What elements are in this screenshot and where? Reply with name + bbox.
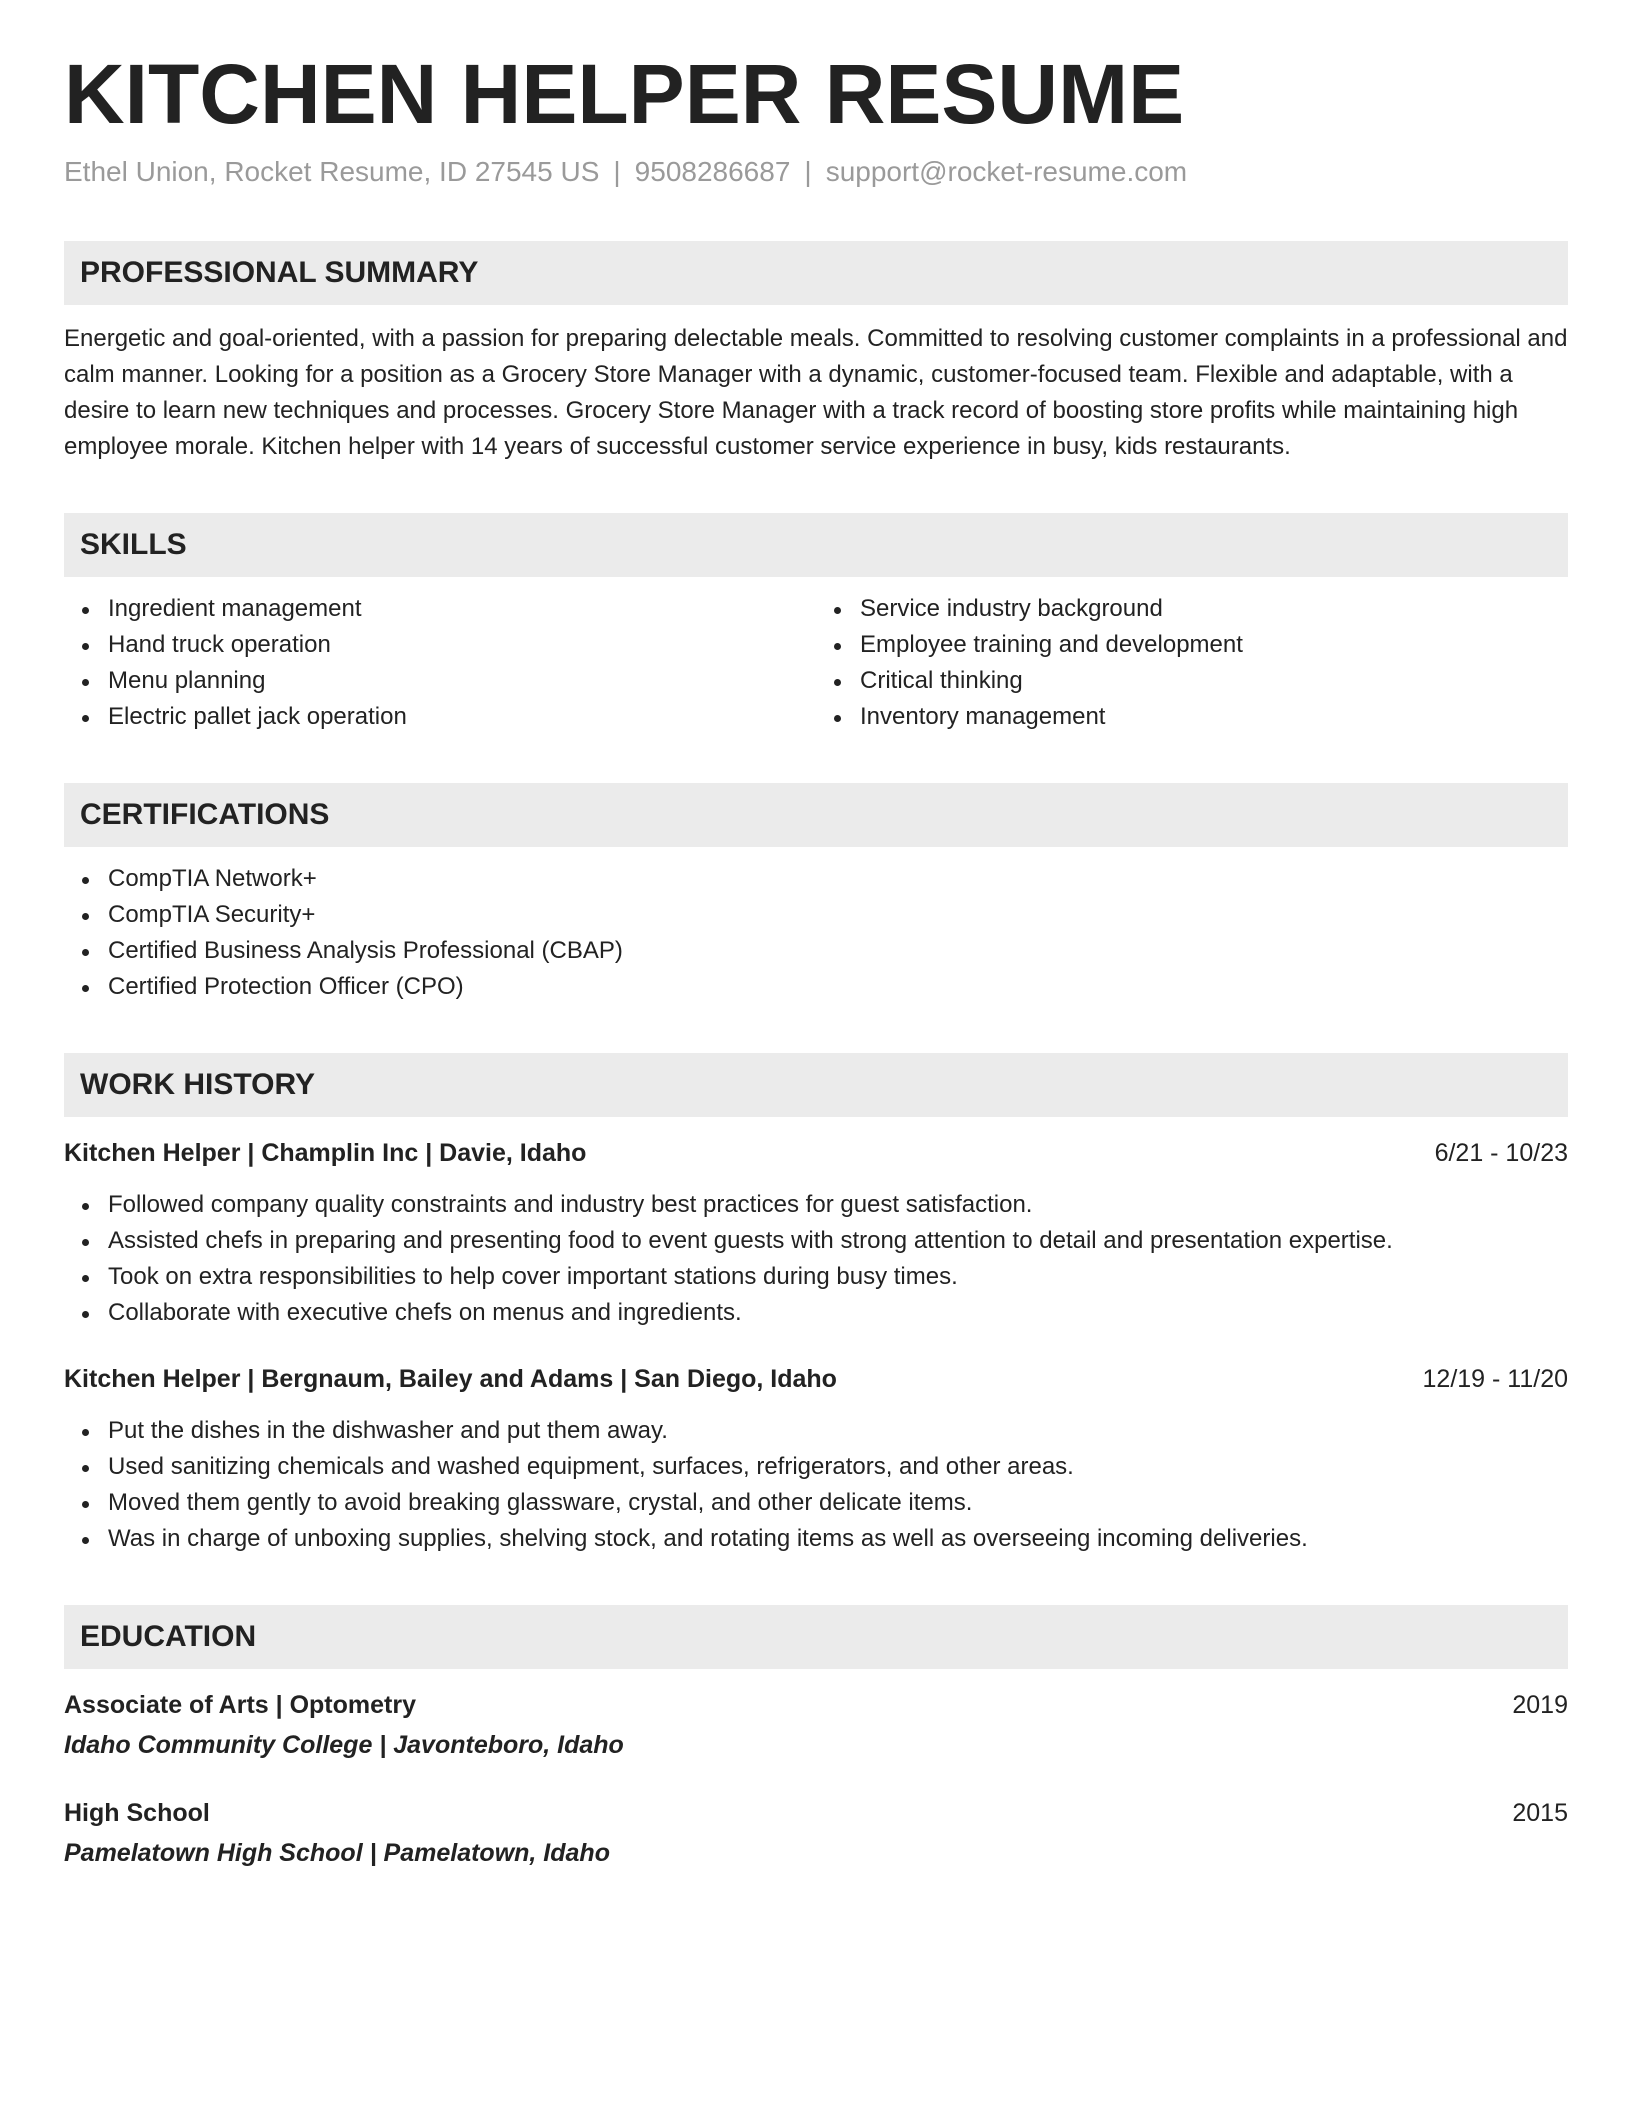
job-duty-item: Assisted chefs in preparing and presenting food to event guests with strong attention to detail and presentation expertise. — [108, 1223, 1568, 1259]
education-entry — [64, 1795, 1568, 1871]
education-entry — [64, 1687, 1568, 1763]
certification-item: CompTIA Security+ — [108, 897, 1568, 933]
education-header — [64, 1795, 1568, 1831]
skill-item: Service industry background — [860, 591, 1568, 627]
job-title: Kitchen Helper | Bergnaum, Bailey and Adams | San Diego, Idaho — [64, 1364, 837, 1393]
contact-phone: 9508286687 — [634, 156, 791, 188]
skill-item: Employee training and development — [860, 627, 1568, 663]
summary-text: Energetic and goal-oriented, with a passion for preparing delectable meals. Committed to resolving customer complaints in a professional and calm manner. Looking for a position as a Grocery Store Manager with a dynamic, customer-focused team. Flexible and adaptable, with a desire to learn new techniques and processes. Grocery Store Manager with a track record of boosting store profits while maintaining high employee morale. Kitchen helper with 14 years of successful customer service experience in busy, kids restaurants. — [64, 324, 1568, 460]
education-year: 2015 — [1512, 1798, 1568, 1827]
skill-item: Ingredient management — [108, 591, 816, 627]
job-title: Kitchen Helper | Champlin Inc | Davie, Idaho — [64, 1138, 587, 1167]
job-entry — [64, 1361, 1568, 1557]
certifications-list — [64, 861, 1568, 1005]
education-year: 2019 — [1512, 1690, 1568, 1719]
resume-title: KITCHEN HELPER RESUME — [64, 47, 1185, 141]
certification-item: CompTIA Network+ — [108, 861, 1568, 897]
education-header — [64, 1687, 1568, 1723]
job-dates: 12/19 - 11/20 — [1422, 1364, 1568, 1393]
section-header-skills: SKILLS — [64, 513, 1568, 577]
section-header-certifications: CERTIFICATIONS — [64, 783, 1568, 847]
contact-line — [64, 154, 1568, 190]
job-entry — [64, 1135, 1568, 1331]
job-duty-item: Put the dishes in the dishwasher and put them away. — [108, 1413, 1568, 1449]
skills-list-left — [64, 591, 816, 735]
job-duty-item: Followed company quality constraints and industry best practices for guest satisfaction. — [108, 1187, 1568, 1223]
job-dates: 6/21 - 10/23 — [1434, 1138, 1568, 1167]
certification-item: Certified Protection Officer (CPO) — [108, 969, 1568, 1005]
job-duty-item: Collaborate with executive chefs on menus and ingredients. — [108, 1295, 1568, 1331]
section-header-education: EDUCATION — [64, 1605, 1568, 1669]
skill-item: Menu planning — [108, 663, 816, 699]
section-header-summary: PROFESSIONAL SUMMARY — [64, 241, 1568, 305]
job-duty-item: Moved them gently to avoid breaking glassware, crystal, and other delicate items. — [108, 1485, 1568, 1521]
job-duty-item: Was in charge of unboxing supplies, shelving stock, and rotating items as well as overseeing incoming deliveries. — [108, 1521, 1568, 1557]
contact-separator: | — [804, 156, 812, 188]
skills-list-right — [816, 591, 1568, 735]
skill-item: Critical thinking — [860, 663, 1568, 699]
contact-address: Ethel Union, Rocket Resume, ID 27545 US — [64, 156, 600, 188]
skill-item: Hand truck operation — [108, 627, 816, 663]
education-school: Pamelatown High School | Pamelatown, Idaho — [64, 1838, 610, 1867]
education-school: Idaho Community College | Javonteboro, Idaho — [64, 1730, 624, 1759]
skill-item: Electric pallet jack operation — [108, 699, 816, 735]
contact-separator: | — [613, 156, 621, 188]
job-duty-item: Used sanitizing chemicals and washed equipment, surfaces, refrigerators, and other areas. — [108, 1449, 1568, 1485]
section-header-work-history: WORK HISTORY — [64, 1053, 1568, 1117]
job-duties-list — [64, 1187, 1568, 1331]
education-degree: Associate of Arts | Optometry — [64, 1690, 416, 1719]
certification-item: Certified Business Analysis Professional (CBAP) — [108, 933, 1568, 969]
skills-grid — [64, 577, 1568, 735]
job-header — [64, 1361, 1568, 1397]
contact-email: support@rocket-resume.com — [825, 156, 1188, 188]
job-duty-item: Took on extra responsibilities to help cover important stations during busy times. — [108, 1259, 1568, 1295]
job-duties-list — [64, 1413, 1568, 1557]
education-degree: High School — [64, 1798, 210, 1827]
job-header — [64, 1135, 1568, 1171]
skill-item: Inventory management — [860, 699, 1568, 735]
